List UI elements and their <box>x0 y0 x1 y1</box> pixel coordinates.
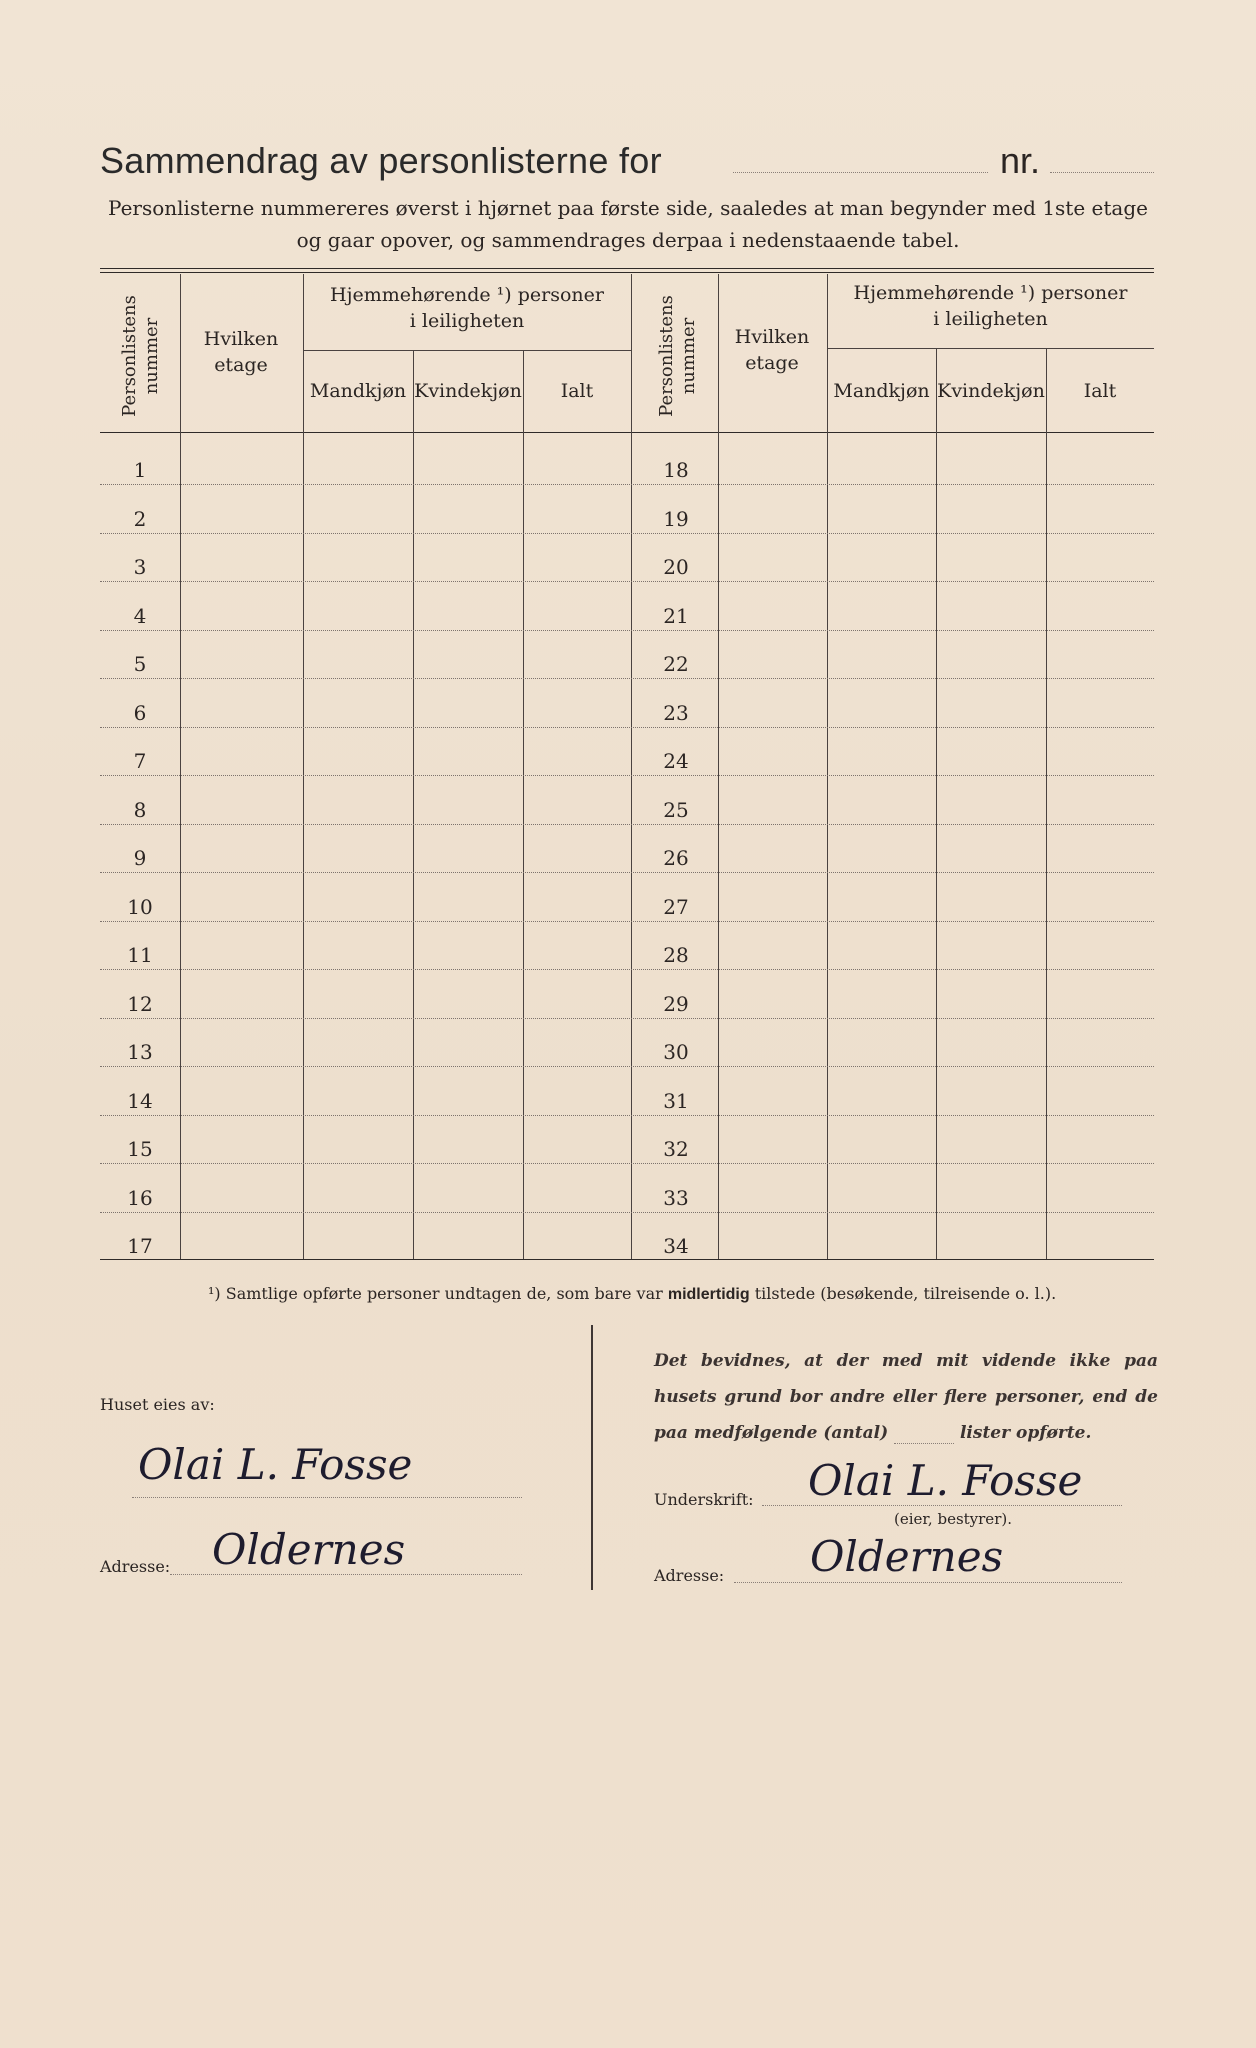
row-number: 31 <box>663 1089 689 1113</box>
signature-line[interactable] <box>762 1505 1122 1506</box>
row-number: 14 <box>127 1089 153 1113</box>
form-title: Sammendrag av personlisterne for <box>100 140 662 181</box>
row-number: 28 <box>663 943 689 967</box>
row-number: 4 <box>133 604 147 628</box>
row-number: 26 <box>663 846 689 870</box>
row-number: 7 <box>133 749 147 773</box>
left-col-ialt: Ialt <box>560 380 594 402</box>
row-number: 30 <box>663 1040 689 1064</box>
row-number: 17 <box>127 1234 153 1258</box>
row-number: 6 <box>133 701 147 725</box>
owner-signature: Olai L. Fosse <box>138 1440 413 1489</box>
left-col-mandkjon: Mandkjøn <box>309 380 407 402</box>
row-number: 29 <box>663 992 689 1016</box>
row-number: 1 <box>133 458 147 482</box>
row-number: 21 <box>663 604 689 628</box>
summary-table <box>100 268 1154 1260</box>
left-col-hjemme: Hjemmehørende ¹) personer i leiligheten <box>330 284 604 332</box>
right-col-etage: Hvilken etage <box>734 326 810 374</box>
row-number: 8 <box>133 798 147 822</box>
certifier-address-line[interactable] <box>734 1582 1122 1583</box>
title-nr-blank[interactable] <box>1050 172 1154 173</box>
right-col-kvindekjon: Kvindekjøn <box>937 380 1045 402</box>
owner-label: Huset eies av: <box>100 1395 215 1414</box>
row-number: 13 <box>127 1040 153 1064</box>
table-bottom-rule <box>100 1259 1154 1260</box>
right-col-ialt: Ialt <box>1083 380 1117 402</box>
row-number: 16 <box>127 1186 153 1210</box>
row-number: 22 <box>663 652 689 676</box>
row-number: 11 <box>127 943 153 967</box>
certifier-address-value: Oldernes <box>810 1532 1004 1581</box>
owner-address-line[interactable] <box>170 1574 522 1575</box>
instructions: Personlisterne nummereres øverst i hjørnet paa første side, saaledes at man begynder med 1ste etage og gaar opover, og sammendrages derpaa i nedenstaaende tabel. <box>108 196 1148 252</box>
owner-address-label: Adresse: <box>100 1557 171 1576</box>
row-number: 32 <box>663 1137 689 1161</box>
row-number: 3 <box>133 555 147 579</box>
title-blank-line[interactable] <box>733 172 988 173</box>
table-top-rule <box>100 268 1154 269</box>
column-separator <box>591 1325 593 1590</box>
row-number: 2 <box>133 507 147 531</box>
right-col-personlistens: Personlistens nummer <box>656 295 699 417</box>
right-col-hjemme: Hjemmehørende ¹) personer i leiligheten <box>853 282 1128 330</box>
right-col-mandkjon: Mandkjøn <box>833 380 930 402</box>
signature-label: Underskrift: <box>654 1490 754 1509</box>
row-number: 12 <box>127 992 153 1016</box>
row-number: 23 <box>663 701 689 725</box>
left-col-kvindekjon: Kvindekjøn <box>414 380 522 402</box>
antal-blank[interactable] <box>894 1415 954 1444</box>
row-number: 9 <box>133 846 147 870</box>
owner-address-value: Oldernes <box>212 1525 406 1574</box>
footnote: ¹) Samtlige opførte personer undtagen de, som bare var midlertidig tilstede (besøkende, tilreisende o. l.). <box>208 1284 1057 1303</box>
row-number: 27 <box>663 895 689 919</box>
row-number: 24 <box>663 749 689 773</box>
row-number: 15 <box>127 1137 153 1161</box>
title-nr-label: nr. <box>1000 140 1041 181</box>
row-number: 19 <box>663 507 689 531</box>
certifier-address-label: Adresse: <box>654 1566 725 1585</box>
row-number: 25 <box>663 798 689 822</box>
row-number: 34 <box>663 1234 689 1258</box>
row-number: 5 <box>133 652 147 676</box>
left-col-etage: Hvilken etage <box>203 328 279 376</box>
row-number: 33 <box>663 1186 689 1210</box>
row-number: 20 <box>663 555 689 579</box>
owner-line[interactable] <box>132 1497 522 1498</box>
row-number: 10 <box>127 895 153 919</box>
left-col-personlistens: Personlistens nummer <box>119 295 162 417</box>
certification-text: Det bevidnes, at der med mit vidende ikke paa husets grund bor andre eller flere personer, end de paa medfølgende (antal) lister opførte. <box>654 1351 1158 1443</box>
signature-role: (eier, bestyrer). <box>894 1510 1012 1528</box>
header-bottom-rule <box>100 432 1154 433</box>
row-number: 18 <box>663 458 689 482</box>
certifier-signature: Olai L. Fosse <box>808 1456 1083 1505</box>
